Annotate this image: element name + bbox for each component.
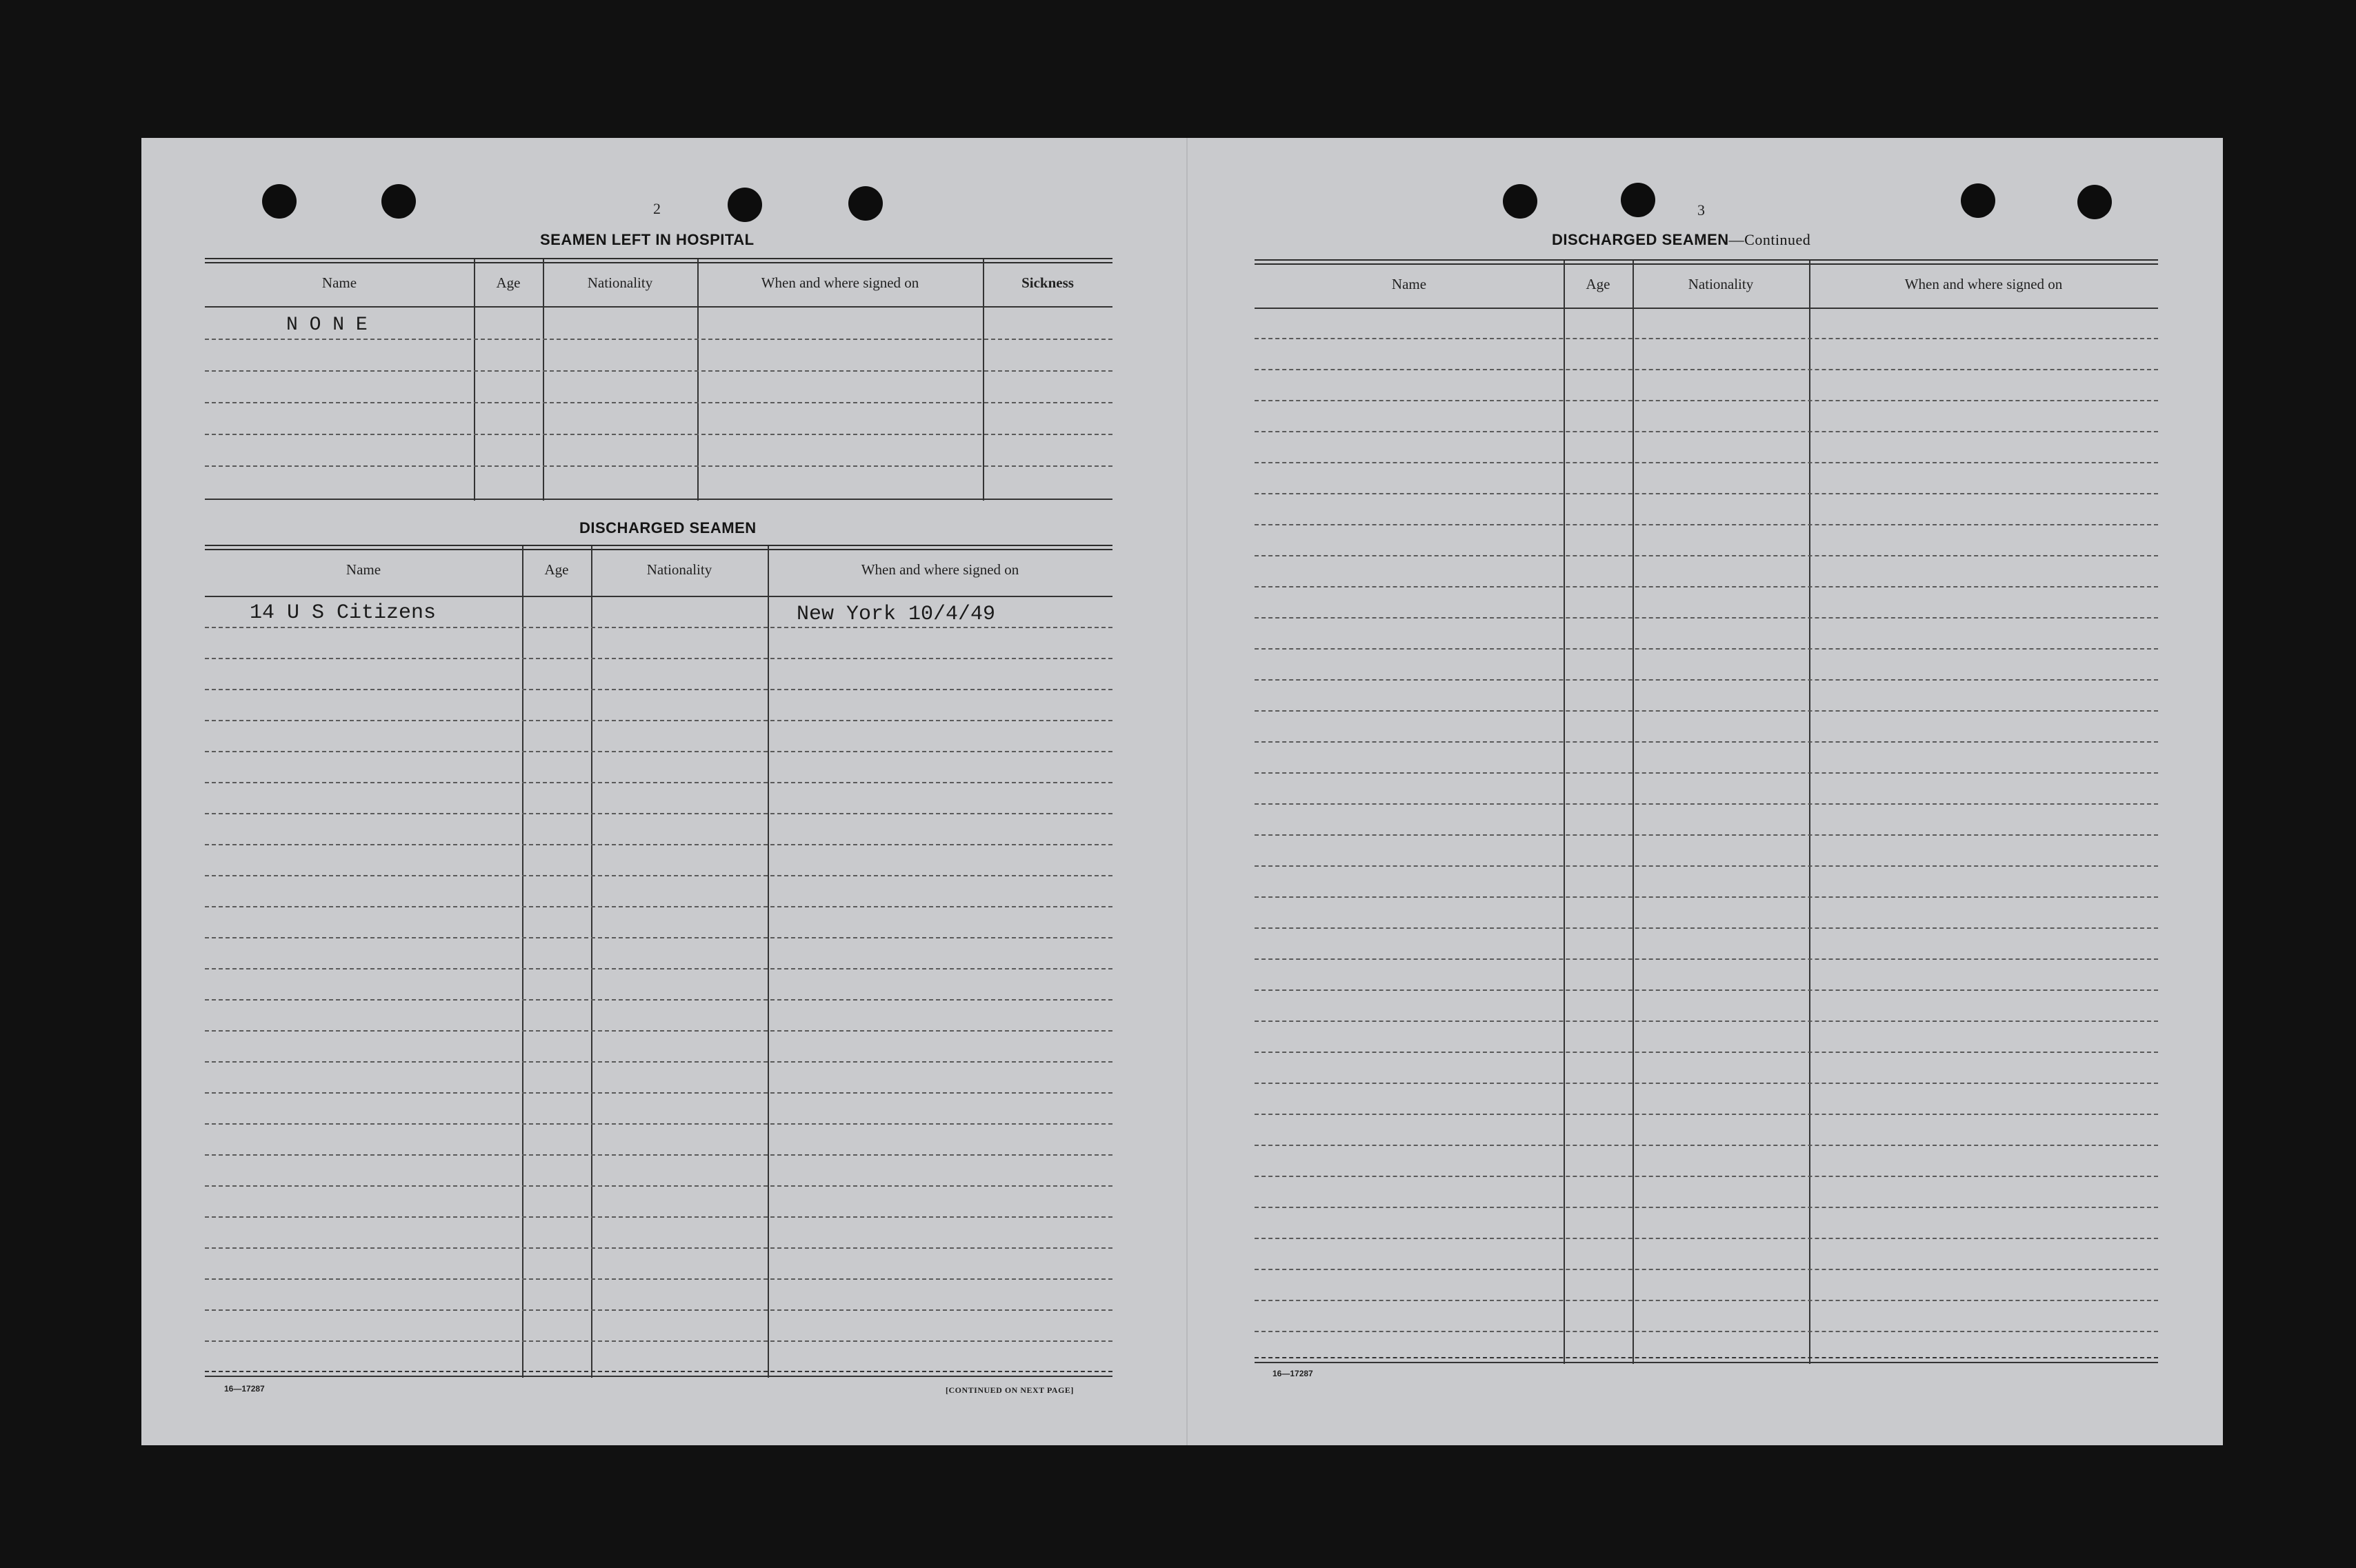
punch-hole [1503,184,1537,219]
table-row-rule [1255,1021,2158,1022]
table-row-rule [1255,555,2158,556]
table-row-rule [205,844,1112,845]
table-row-rule [205,968,1112,969]
page-number: 2 [653,200,661,217]
table-row-rule [1255,1145,2158,1146]
punch-hole [381,184,416,219]
table-row-rule [205,906,1112,907]
col-header-name: Name [321,274,357,291]
table-row-rule [205,1092,1112,1094]
table-row-rule [205,370,1112,372]
column-divider [697,259,699,501]
table-row-rule [205,1030,1112,1032]
form-number: 16—17287 [224,1384,265,1394]
table-row-rule [205,1340,1112,1342]
continued-note: [CONTINUED ON NEXT PAGE] [946,1385,1074,1395]
column-divider [1633,261,1634,1364]
table-row-rule [1255,1052,2158,1053]
table-row-rule [1255,648,2158,650]
table-row-rule [1255,524,2158,525]
table-row-rule [205,434,1112,435]
table-row-rule [205,1154,1112,1156]
table-row-rule [1255,710,2158,712]
col-header-nationality: Nationality [646,561,712,578]
document-sheet [141,138,2223,1445]
table-row-rule [1255,834,2158,836]
column-divider [1564,261,1565,1364]
table-row-rule [205,813,1112,814]
column-divider [983,259,984,501]
discharged-continued-table [1255,259,2158,1364]
discharged-entry-signed-on: New York 10/4/49 [797,603,996,626]
col-header-age: Age [496,274,521,291]
table-row-rule [1255,1176,2158,1177]
form-number: 16—17287 [1272,1369,1313,1378]
section-title-text: DISCHARGED SEAMEN [1552,231,1729,248]
table-row-rule [1255,772,2158,774]
punch-hole [728,188,762,222]
punch-hole [848,186,883,221]
hospital-section-title: SEAMEN LEFT IN HOSPITAL [540,231,755,248]
table-row-rule [1255,1114,2158,1115]
table-row-rule [205,1278,1112,1280]
table-row-rule [205,339,1112,340]
punch-hole [1621,183,1655,217]
table-row-rule [1255,338,2158,339]
table-row-rule [205,1247,1112,1249]
table-row-rule [1255,493,2158,494]
table-row-rule [1255,958,2158,960]
col-header-age: Age [1586,276,1610,292]
table-row-rule [1255,1269,2158,1270]
punch-hole [1961,183,1995,218]
table-row-rule [205,627,1112,628]
table-row-rule [205,751,1112,752]
table-row-rule [205,999,1112,1001]
section-title-continued: —Continued [1728,231,1811,248]
col-header-sickness: Sickness [1021,274,1074,291]
table-row-rule [1255,1331,2158,1332]
table-row-rule [1255,586,2158,587]
punch-hole [262,184,297,219]
table-row-rule [205,875,1112,876]
table-row-rule [1255,803,2158,805]
table-row-rule [1255,679,2158,681]
table-row-rule [205,1185,1112,1187]
table-row-rule [205,1061,1112,1063]
column-divider [1809,261,1810,1364]
column-divider [591,546,592,1378]
column-divider [768,546,769,1378]
table-row-rule [205,658,1112,659]
table-row-rule [205,720,1112,721]
table-row-rule [1255,865,2158,867]
page-fold [1186,138,1188,1445]
col-header-signed-on: When and where signed on [1904,276,2063,292]
column-divider [522,546,523,1378]
page-number: 3 [1697,201,1705,219]
table-row-rule [1255,1238,2158,1239]
table-row-rule [205,465,1112,467]
table-row-rule [205,782,1112,783]
table-row-rule [1255,1083,2158,1084]
table-row-rule [1255,1207,2158,1208]
hospital-table [205,258,1112,501]
col-header-age: Age [544,561,569,578]
column-divider [474,259,475,501]
table-row-rule [205,1123,1112,1125]
hospital-entry: N O N E [286,314,368,336]
col-header-nationality: Nationality [1688,276,1754,292]
table-row-rule [1255,989,2158,991]
table-row-rule [1255,431,2158,432]
col-header-signed-on: When and where signed on [761,274,919,291]
col-header-name: Name [346,561,381,578]
discharged-table [205,545,1112,1378]
table-row-rule [1255,617,2158,619]
table-row-rule [1255,1300,2158,1301]
table-row-rule [1255,400,2158,401]
discharged-continued-title [1552,231,1810,249]
table-row-rule [205,402,1112,403]
table-row-rule [1255,462,2158,463]
discharged-section-title: DISCHARGED SEAMEN [579,519,757,536]
col-header-name: Name [1391,276,1427,292]
table-row-rule [205,1309,1112,1311]
table-row-rule [1255,927,2158,929]
table-row-rule [1255,741,2158,743]
table-row-rule [1255,369,2158,370]
discharged-entry-name: 14 U S Citizens [250,601,437,625]
column-divider [543,259,544,501]
col-header-signed-on: When and where signed on [861,561,1019,578]
table-row-rule [1255,896,2158,898]
table-row-rule [205,1216,1112,1218]
table-row-rule [205,689,1112,690]
table-row-rule [205,937,1112,938]
punch-hole [2077,185,2112,219]
col-header-nationality: Nationality [587,274,653,291]
